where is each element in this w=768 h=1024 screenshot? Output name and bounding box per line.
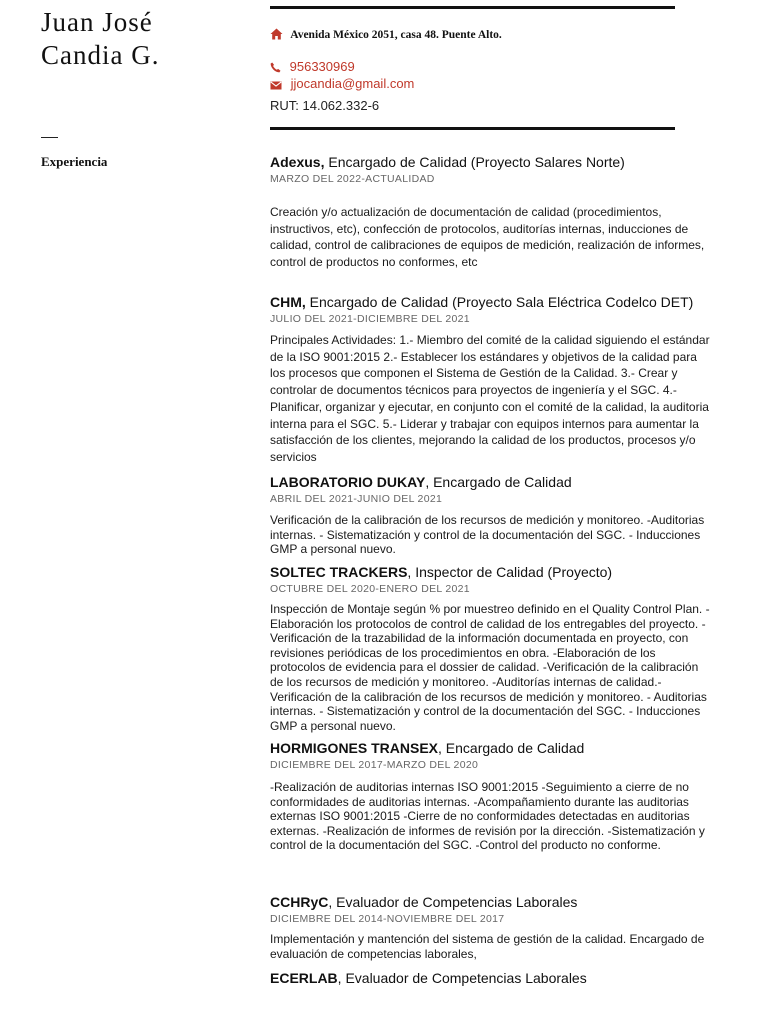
contact-top-rule (270, 6, 675, 9)
phone-number[interactable]: 956330969 (289, 59, 355, 74)
job-description: Inspección de Montaje según % por muestreo definido en el Quality Control Plan. -Elaboración los protocolos de control de calidad de los entregables del proyecto. -Verificación de la trazabilidad de la información documentada en proyecto, con revisiones periódicas de los procedimientos en obra. -Elaboración de los protocolos de evidencia para el dossier de calidad. -Verificación de la calibración de los recursos de medición y monitoreo. -Auditorías internas de calidad.-Verificación de la calibración de los recursos de medición y monitoreo. - Auditorias internas. - Sistematización y control de la documentación del SGC. - Inducciones GMP a personal nuevo. (270, 602, 710, 733)
envelope-icon (270, 76, 291, 91)
job-description: -Realización de auditorias internas ISO 9001:2015 -Seguimiento a cierre de no conformidades de auditorias internas. -Acompañamiento durante las auditorias externas ISO 9001:2015 -Cierre de no conformidades detectadas en auditorias externas. -Realización de informes de revisión por la dirección. -Sistematización y control de la documentación del SGC. -Control del producto no conforme. (270, 780, 705, 853)
job-company: Adexus, (270, 154, 325, 170)
job-company: LABORATORIO DUKAY (270, 474, 426, 490)
job-dates: OCTUBRE DEL 2020-ENERO DEL 2021 (270, 583, 470, 595)
job-role: , Evaluador de Competencias Laborales (337, 970, 587, 986)
job-heading (270, 153, 710, 171)
job-company: SOLTEC TRACKERS (270, 564, 408, 580)
job-description: Principales Actividades: 1.- Miembro del comité de la calidad siguiendo el estándar de la ISO 9001:2015 2.- Establecer los estándares y objetivos de la calidad para los procesos que componen el Sistema de Gestión de la Calidad. 3.- Crear y controlar de documentos técnicos para proyectos de ingeniería y el SGC. 4.- Planificar, organizar y ejecutar, en conjunto con el comité de la calidad, la auditoria interna para el SGC. 5.- Liderar y trabajar con equipos internos para aumentar la satisfacción de los clientes, mejorando la calidad de los productos, procesos y/o servicios (270, 333, 710, 464)
job-description: Verificación de la calibración de los recursos de medición y monitoreo. -Auditorias internas. - Sistematización y control de la documentación del SGC. - Inducciones GMP a personal nuevo. (270, 513, 705, 557)
job-heading (270, 473, 710, 491)
name-line-1: Juan José (41, 7, 153, 37)
candidate-name (41, 6, 241, 72)
job-entry (270, 293, 710, 466)
job-dates: MARZO DEL 2022-ACTUALIDAD (270, 173, 435, 185)
email-line[interactable] (270, 76, 414, 91)
job-entry (270, 563, 710, 733)
job-dates: JULIO DEL 2021-DICIEMBRE DEL 2021 (270, 313, 470, 325)
job-dates: DICIEMBRE DEL 2017-MARZO DEL 2020 (270, 759, 479, 771)
address-text: Avenida México 2051, casa 48. Puente Alto. (290, 29, 502, 41)
job-role: Encargado de Calidad (Proyecto Sala Eléctrica Codelco DET) (305, 294, 694, 310)
job-entry (270, 473, 710, 557)
job-role: , Encargado de Calidad (438, 740, 585, 756)
home-icon (270, 29, 290, 41)
job-dates: ABRIL DEL 2021-JUNIO DEL 2021 (270, 493, 443, 505)
job-role: Encargado de Calidad (Proyecto Salares Norte) (324, 154, 625, 170)
phone-icon (270, 59, 290, 74)
job-description: Creación y/o actualización de documentación de calidad (procedimientos, instructivos, etc), confección de protocolos, auditorías internas, inducciones de calidad, control de calibraciones de equipos de medición, realización de informes, control de productos no conformes, etc (270, 205, 705, 270)
job-role: , Encargado de Calidad (425, 474, 572, 490)
job-heading (270, 969, 710, 987)
job-role: , Evaluador de Competencias Laborales (328, 894, 578, 910)
name-divider (41, 137, 58, 138)
job-role: , Inspector de Calidad (Proyecto) (407, 564, 613, 580)
name-line-2: Candia G. (41, 40, 160, 70)
job-description: Implementación y mantención del sistema de gestión de la calidad. Encargado de evaluación de competencias laborales, (270, 932, 705, 961)
job-entry (270, 893, 710, 961)
email-address[interactable]: jjocandia@gmail.com (290, 76, 415, 91)
job-heading (270, 739, 710, 757)
job-dates: DICIEMBRE DEL 2014-NOVIEMBRE DEL 2017 (270, 913, 505, 925)
job-entry (270, 739, 710, 853)
job-company: CCHRyC (270, 894, 329, 910)
address-line (270, 28, 502, 41)
rut-line: RUT: 14.062.332-6 (270, 98, 380, 113)
contact-bottom-rule (270, 127, 675, 130)
job-heading (270, 563, 710, 581)
job-entry (270, 153, 710, 271)
phone-line[interactable] (270, 59, 355, 74)
job-heading (270, 893, 710, 911)
job-company: HORMIGONES TRANSEX (270, 740, 439, 756)
job-company: ECERLAB (270, 970, 338, 986)
section-title-experience: Experiencia (41, 154, 108, 169)
job-entry (270, 969, 710, 987)
job-heading (270, 293, 710, 311)
job-company: CHM, (270, 294, 306, 310)
